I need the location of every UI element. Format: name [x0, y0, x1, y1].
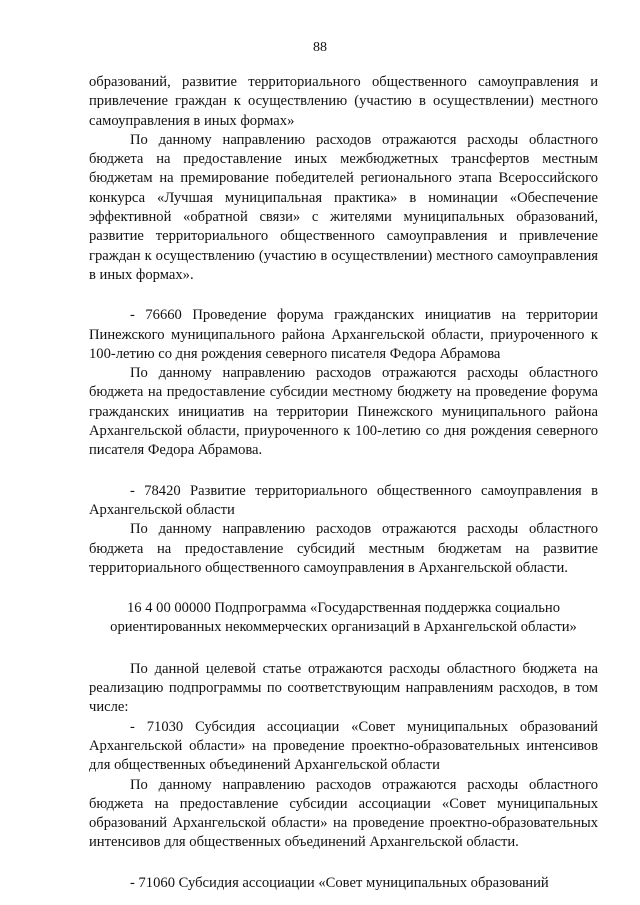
paragraph-expense-description: По данному направлению расходов отражаются расходы областного бюджета на предоставление субсидии местному бюджету на проведение форума гражданских инициатив на территории Пинежского муниципального района Архангельской области, приуроченного к 100-летию со дня рождения северного писателя Федора Абрамова.: [89, 365, 598, 459]
document-body: [89, 73, 598, 893]
paragraph-code-71030: - 71030 Субсидия ассоциации «Совет муниципальных образований Архангельской области» на проведение проектно-образовательных интенсивов для общественных объединений Архангельской области: [89, 718, 598, 774]
paragraph-target-article: По данной целевой статье отражаются расходы областного бюджета на реализацию подпрограммы по соответствующим направлениям расходов, в том числе:: [89, 660, 598, 716]
paragraph-code-78420: - 78420 Развитие территориального общественного самоуправления в Архангельской области: [89, 482, 598, 518]
paragraph-expense-description: По данному направлению расходов отражаются расходы областного бюджета на предоставление субсидии ассоциации «Совет муниципальных образований Архангельской области» на проведение проектно-образовательных интенсивов для общественных объединений Архангельской области.: [89, 776, 598, 851]
subprogram-heading: 16 4 00 00000 Подпрограмма «Государственная поддержка социально ориентированных некоммерческих организаций в Архангельской области»: [110, 600, 577, 636]
page-number: 88: [313, 40, 327, 55]
paragraph-code-71060: - 71060 Субсидия ассоциации «Совет муниципальных образований: [130, 874, 549, 891]
paragraph-code-76660: - 76660 Проведение форума гражданских инициатив на территории Пинежского муниципального района Архангельской области, приуроченного к 100-летию со дня рождения северного писателя Федора Абрамова: [89, 307, 598, 362]
paragraph-expense-description: По данному направлению расходов отражаются расходы областного бюджета на предоставление субсидий местным бюджетам на развитие территориального общественного самоуправления в Архангельской области.: [89, 521, 598, 576]
paragraph-continuation: образований, развитие территориального общественного самоуправления и привлечение граждан к осуществлению (участию в осуществлении) местного самоуправления в иных формах»: [89, 74, 598, 129]
paragraph-expense-description: По данному направлению расходов отражаются расходы областного бюджета на предоставление иных межбюджетных трансфертов местным бюджетам на премирование победителей регионального этапа Всероссийского конкурса «Лучшая муниципальная практика» в номинации «Обеспечение эффективной «обратной связи» с жителями муниципальных образований, развитие территориального общественного самоуправления и привлечение граждан к осуществлению (участию в осуществлении) местного самоуправления в иных формах».: [89, 131, 598, 283]
